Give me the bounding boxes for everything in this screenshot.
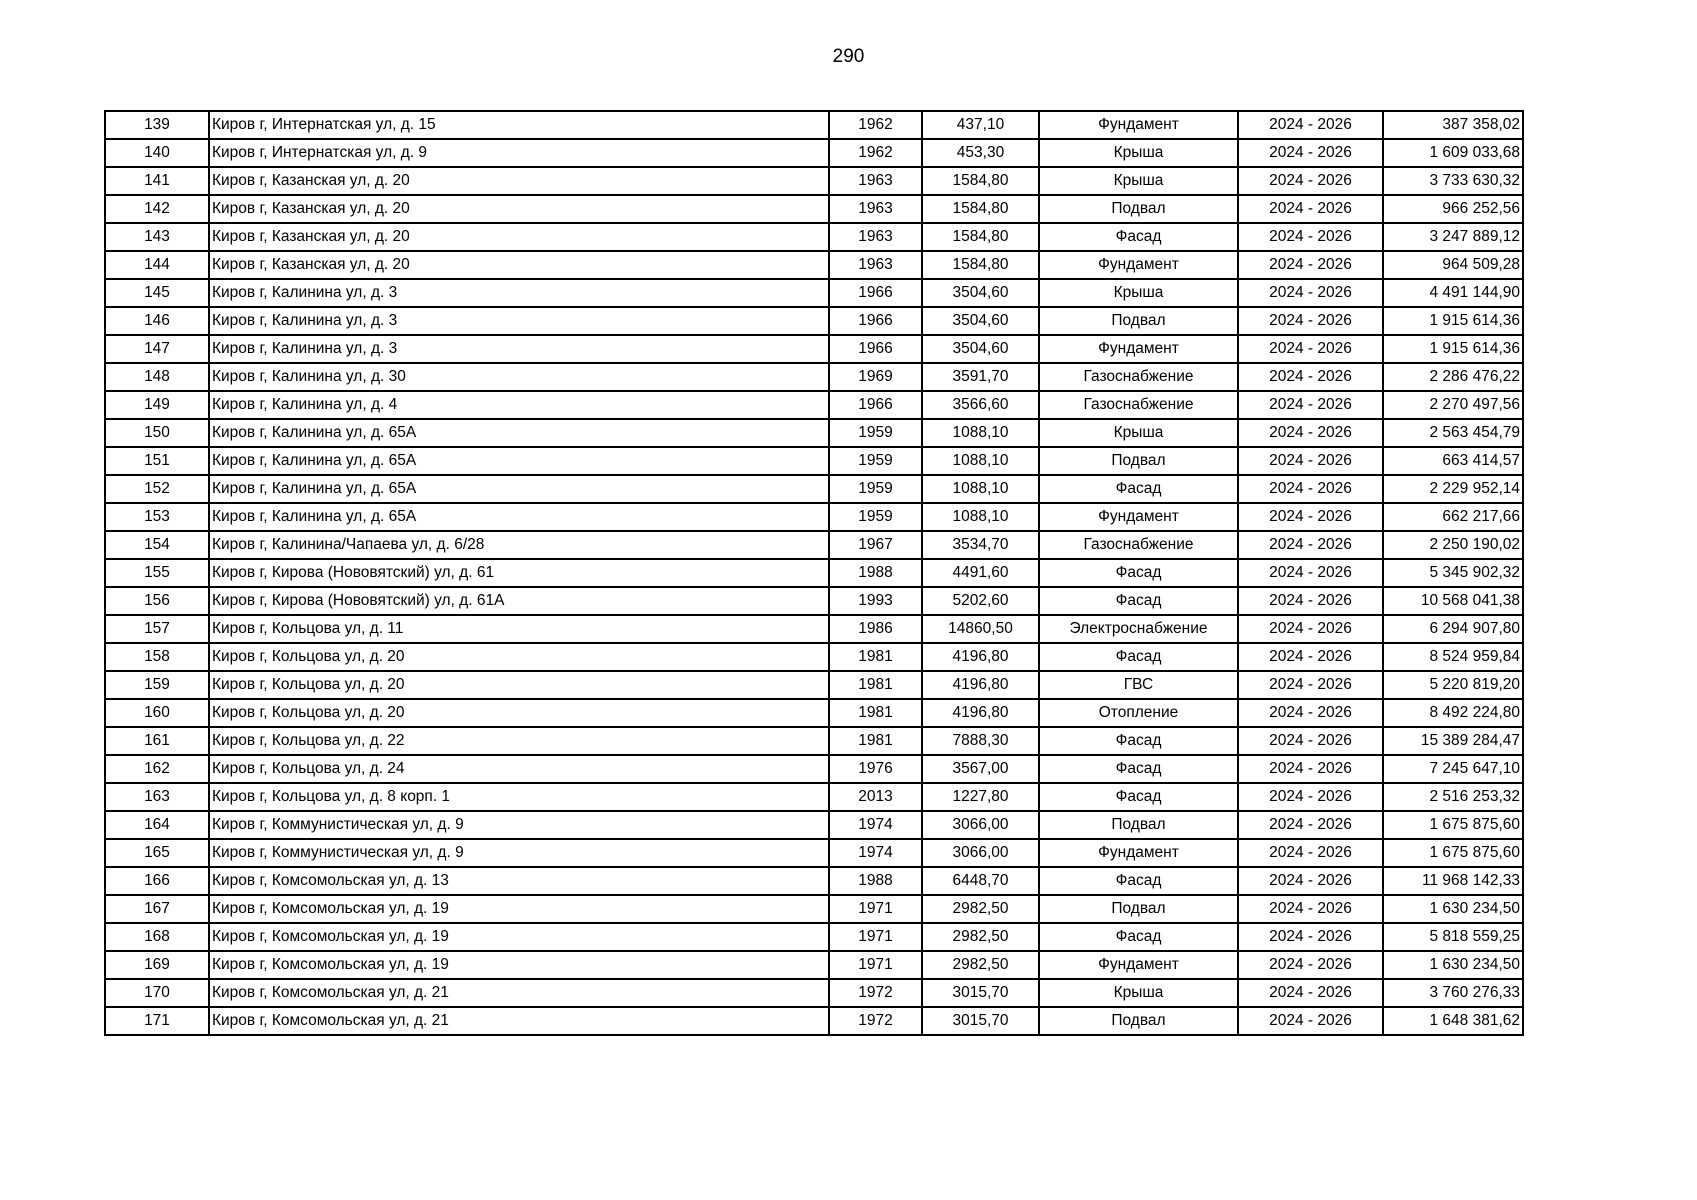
year-built-cell: 1981	[829, 671, 922, 699]
area-cell: 1584,80	[922, 167, 1039, 195]
work-type-cell: Отопление	[1039, 699, 1238, 727]
work-type-cell: Фасад	[1039, 923, 1238, 951]
area-cell: 3591,70	[922, 363, 1039, 391]
row-number-cell: 162	[105, 755, 209, 783]
row-number-cell: 164	[105, 811, 209, 839]
cost-cell: 15 389 284,47	[1383, 727, 1523, 755]
row-number-cell: 158	[105, 643, 209, 671]
area-cell: 3534,70	[922, 531, 1039, 559]
year-built-cell: 1962	[829, 139, 922, 167]
work-type-cell: Газоснабжение	[1039, 363, 1238, 391]
table-row	[105, 111, 1523, 139]
year-built-cell: 1971	[829, 923, 922, 951]
address-cell: Киров г, Кирова (Нововятский) ул, д. 61А	[209, 587, 829, 615]
year-built-cell: 1963	[829, 195, 922, 223]
work-type-cell: Подвал	[1039, 1007, 1238, 1035]
year-built-cell: 1967	[829, 531, 922, 559]
table-row	[105, 895, 1523, 923]
period-cell: 2024 - 2026	[1238, 783, 1383, 811]
row-number-cell: 166	[105, 867, 209, 895]
cost-cell: 2 229 952,14	[1383, 475, 1523, 503]
cost-cell: 2 250 190,02	[1383, 531, 1523, 559]
period-cell: 2024 - 2026	[1238, 475, 1383, 503]
row-number-cell: 152	[105, 475, 209, 503]
row-number-cell: 165	[105, 839, 209, 867]
period-cell: 2024 - 2026	[1238, 951, 1383, 979]
area-cell: 6448,70	[922, 867, 1039, 895]
cost-cell: 8 492 224,80	[1383, 699, 1523, 727]
work-type-cell: Фундамент	[1039, 111, 1238, 139]
table-row	[105, 1007, 1523, 1035]
area-cell: 14860,50	[922, 615, 1039, 643]
table-row	[105, 419, 1523, 447]
area-cell: 4196,80	[922, 671, 1039, 699]
work-type-cell: Фасад	[1039, 783, 1238, 811]
table-row	[105, 643, 1523, 671]
table-row	[105, 867, 1523, 895]
address-cell: Киров г, Кольцова ул, д. 24	[209, 755, 829, 783]
row-number-cell: 161	[105, 727, 209, 755]
period-cell: 2024 - 2026	[1238, 251, 1383, 279]
table-row	[105, 923, 1523, 951]
area-cell: 437,10	[922, 111, 1039, 139]
row-number-cell: 149	[105, 391, 209, 419]
address-cell: Киров г, Кольцова ул, д. 20	[209, 643, 829, 671]
area-cell: 4196,80	[922, 699, 1039, 727]
row-number-cell: 155	[105, 559, 209, 587]
year-built-cell: 1959	[829, 419, 922, 447]
table-row	[105, 839, 1523, 867]
address-cell: Киров г, Кольцова ул, д. 8 корп. 1	[209, 783, 829, 811]
year-built-cell: 1972	[829, 979, 922, 1007]
area-cell: 3567,00	[922, 755, 1039, 783]
cost-cell: 8 524 959,84	[1383, 643, 1523, 671]
page-number: 290	[832, 46, 865, 67]
cost-cell: 10 568 041,38	[1383, 587, 1523, 615]
table-row	[105, 447, 1523, 475]
period-cell: 2024 - 2026	[1238, 503, 1383, 531]
cost-cell: 2 516 253,32	[1383, 783, 1523, 811]
row-number-cell: 151	[105, 447, 209, 475]
cost-cell: 5 818 559,25	[1383, 923, 1523, 951]
cost-cell: 4 491 144,90	[1383, 279, 1523, 307]
period-cell: 2024 - 2026	[1238, 531, 1383, 559]
period-cell: 2024 - 2026	[1238, 559, 1383, 587]
address-cell: Киров г, Кольцова ул, д. 22	[209, 727, 829, 755]
capital-repair-table	[104, 110, 1524, 1036]
cost-cell: 1 675 875,60	[1383, 811, 1523, 839]
cost-cell: 387 358,02	[1383, 111, 1523, 139]
area-cell: 1088,10	[922, 475, 1039, 503]
table-row	[105, 167, 1523, 195]
table-body	[105, 111, 1523, 1035]
year-built-cell: 1981	[829, 699, 922, 727]
table-row	[105, 363, 1523, 391]
address-cell: Киров г, Калинина ул, д. 4	[209, 391, 829, 419]
area-cell: 3504,60	[922, 279, 1039, 307]
row-number-cell: 148	[105, 363, 209, 391]
area-cell: 3504,60	[922, 335, 1039, 363]
row-number-cell: 163	[105, 783, 209, 811]
table-row	[105, 559, 1523, 587]
address-cell: Киров г, Кольцова ул, д. 20	[209, 699, 829, 727]
period-cell: 2024 - 2026	[1238, 167, 1383, 195]
table-row	[105, 587, 1523, 615]
cost-cell: 1 915 614,36	[1383, 307, 1523, 335]
work-type-cell: Фасад	[1039, 475, 1238, 503]
work-type-cell: ГВС	[1039, 671, 1238, 699]
year-built-cell: 1959	[829, 447, 922, 475]
year-built-cell: 1981	[829, 727, 922, 755]
area-cell: 3066,00	[922, 811, 1039, 839]
work-type-cell: Подвал	[1039, 447, 1238, 475]
year-built-cell: 1974	[829, 839, 922, 867]
row-number-cell: 147	[105, 335, 209, 363]
cost-cell: 3 760 276,33	[1383, 979, 1523, 1007]
table-row	[105, 531, 1523, 559]
cost-cell: 966 252,56	[1383, 195, 1523, 223]
period-cell: 2024 - 2026	[1238, 811, 1383, 839]
year-built-cell: 1986	[829, 615, 922, 643]
area-cell: 1584,80	[922, 251, 1039, 279]
period-cell: 2024 - 2026	[1238, 615, 1383, 643]
period-cell: 2024 - 2026	[1238, 447, 1383, 475]
cost-cell: 662 217,66	[1383, 503, 1523, 531]
address-cell: Киров г, Интернатская ул, д. 9	[209, 139, 829, 167]
work-type-cell: Фундамент	[1039, 951, 1238, 979]
period-cell: 2024 - 2026	[1238, 363, 1383, 391]
area-cell: 3504,60	[922, 307, 1039, 335]
period-cell: 2024 - 2026	[1238, 279, 1383, 307]
year-built-cell: 1966	[829, 391, 922, 419]
period-cell: 2024 - 2026	[1238, 699, 1383, 727]
table-row	[105, 251, 1523, 279]
cost-cell: 5 345 902,32	[1383, 559, 1523, 587]
year-built-cell: 1969	[829, 363, 922, 391]
row-number-cell: 145	[105, 279, 209, 307]
area-cell: 7888,30	[922, 727, 1039, 755]
work-type-cell: Подвал	[1039, 307, 1238, 335]
cost-cell: 964 509,28	[1383, 251, 1523, 279]
period-cell: 2024 - 2026	[1238, 587, 1383, 615]
row-number-cell: 141	[105, 167, 209, 195]
address-cell: Киров г, Калинина ул, д. 30	[209, 363, 829, 391]
table-row	[105, 139, 1523, 167]
work-type-cell: Фасад	[1039, 727, 1238, 755]
work-type-cell: Подвал	[1039, 895, 1238, 923]
table-row	[105, 727, 1523, 755]
row-number-cell: 139	[105, 111, 209, 139]
area-cell: 1088,10	[922, 447, 1039, 475]
row-number-cell: 157	[105, 615, 209, 643]
address-cell: Киров г, Казанская ул, д. 20	[209, 167, 829, 195]
work-type-cell: Подвал	[1039, 195, 1238, 223]
address-cell: Киров г, Казанская ул, д. 20	[209, 223, 829, 251]
row-number-cell: 156	[105, 587, 209, 615]
row-number-cell: 150	[105, 419, 209, 447]
address-cell: Киров г, Коммунистическая ул, д. 9	[209, 839, 829, 867]
address-cell: Киров г, Комсомольская ул, д. 21	[209, 979, 829, 1007]
table-row	[105, 503, 1523, 531]
year-built-cell: 1962	[829, 111, 922, 139]
cost-cell: 1 915 614,36	[1383, 335, 1523, 363]
period-cell: 2024 - 2026	[1238, 139, 1383, 167]
work-type-cell: Фасад	[1039, 223, 1238, 251]
cost-cell: 6 294 907,80	[1383, 615, 1523, 643]
table-row	[105, 223, 1523, 251]
cost-cell: 7 245 647,10	[1383, 755, 1523, 783]
year-built-cell: 1981	[829, 643, 922, 671]
year-built-cell: 1963	[829, 167, 922, 195]
table-row	[105, 391, 1523, 419]
year-built-cell: 1988	[829, 559, 922, 587]
table-row	[105, 755, 1523, 783]
period-cell: 2024 - 2026	[1238, 895, 1383, 923]
cost-cell: 1 609 033,68	[1383, 139, 1523, 167]
area-cell: 1088,10	[922, 419, 1039, 447]
year-built-cell: 1993	[829, 587, 922, 615]
row-number-cell: 169	[105, 951, 209, 979]
year-built-cell: 1974	[829, 811, 922, 839]
address-cell: Киров г, Кольцова ул, д. 11	[209, 615, 829, 643]
period-cell: 2024 - 2026	[1238, 867, 1383, 895]
cost-cell: 11 968 142,33	[1383, 867, 1523, 895]
work-type-cell: Крыша	[1039, 419, 1238, 447]
year-built-cell: 1966	[829, 279, 922, 307]
row-number-cell: 170	[105, 979, 209, 1007]
year-built-cell: 1959	[829, 475, 922, 503]
period-cell: 2024 - 2026	[1238, 671, 1383, 699]
row-number-cell: 144	[105, 251, 209, 279]
address-cell: Киров г, Калинина ул, д. 3	[209, 307, 829, 335]
period-cell: 2024 - 2026	[1238, 839, 1383, 867]
address-cell: Киров г, Калинина ул, д. 65А	[209, 447, 829, 475]
period-cell: 2024 - 2026	[1238, 223, 1383, 251]
period-cell: 2024 - 2026	[1238, 419, 1383, 447]
year-built-cell: 1976	[829, 755, 922, 783]
row-number-cell: 153	[105, 503, 209, 531]
address-cell: Киров г, Калинина ул, д. 3	[209, 279, 829, 307]
area-cell: 1584,80	[922, 195, 1039, 223]
row-number-cell: 140	[105, 139, 209, 167]
cost-cell: 3 733 630,32	[1383, 167, 1523, 195]
work-type-cell: Фасад	[1039, 587, 1238, 615]
area-cell: 3015,70	[922, 1007, 1039, 1035]
address-cell: Киров г, Комсомольская ул, д. 21	[209, 1007, 829, 1035]
address-cell: Киров г, Казанская ул, д. 20	[209, 195, 829, 223]
row-number-cell: 171	[105, 1007, 209, 1035]
work-type-cell: Крыша	[1039, 139, 1238, 167]
period-cell: 2024 - 2026	[1238, 111, 1383, 139]
row-number-cell: 143	[105, 223, 209, 251]
cost-cell: 1 675 875,60	[1383, 839, 1523, 867]
period-cell: 2024 - 2026	[1238, 307, 1383, 335]
period-cell: 2024 - 2026	[1238, 755, 1383, 783]
year-built-cell: 1966	[829, 307, 922, 335]
row-number-cell: 142	[105, 195, 209, 223]
work-type-cell: Электроснабжение	[1039, 615, 1238, 643]
table-row	[105, 475, 1523, 503]
address-cell: Киров г, Калинина/Чапаева ул, д. 6/28	[209, 531, 829, 559]
address-cell: Киров г, Кирова (Нововятский) ул, д. 61	[209, 559, 829, 587]
table-row	[105, 279, 1523, 307]
address-cell: Киров г, Комсомольская ул, д. 19	[209, 895, 829, 923]
row-number-cell: 168	[105, 923, 209, 951]
table-row	[105, 811, 1523, 839]
year-built-cell: 1966	[829, 335, 922, 363]
row-number-cell: 167	[105, 895, 209, 923]
period-cell: 2024 - 2026	[1238, 391, 1383, 419]
work-type-cell: Фундамент	[1039, 839, 1238, 867]
work-type-cell: Фасад	[1039, 559, 1238, 587]
year-built-cell: 1971	[829, 951, 922, 979]
cost-cell: 663 414,57	[1383, 447, 1523, 475]
area-cell: 2982,50	[922, 895, 1039, 923]
period-cell: 2024 - 2026	[1238, 979, 1383, 1007]
address-cell: Киров г, Коммунистическая ул, д. 9	[209, 811, 829, 839]
address-cell: Киров г, Казанская ул, д. 20	[209, 251, 829, 279]
area-cell: 1584,80	[922, 223, 1039, 251]
cost-cell: 5 220 819,20	[1383, 671, 1523, 699]
period-cell: 2024 - 2026	[1238, 195, 1383, 223]
period-cell: 2024 - 2026	[1238, 727, 1383, 755]
address-cell: Киров г, Калинина ул, д. 65А	[209, 503, 829, 531]
work-type-cell: Газоснабжение	[1039, 391, 1238, 419]
year-built-cell: 1972	[829, 1007, 922, 1035]
address-cell: Киров г, Калинина ул, д. 3	[209, 335, 829, 363]
address-cell: Киров г, Интернатская ул, д. 15	[209, 111, 829, 139]
work-type-cell: Крыша	[1039, 979, 1238, 1007]
cost-cell: 3 247 889,12	[1383, 223, 1523, 251]
cost-cell: 2 286 476,22	[1383, 363, 1523, 391]
table-row	[105, 671, 1523, 699]
year-built-cell: 1963	[829, 223, 922, 251]
area-cell: 1088,10	[922, 503, 1039, 531]
period-cell: 2024 - 2026	[1238, 643, 1383, 671]
area-cell: 3566,60	[922, 391, 1039, 419]
area-cell: 2982,50	[922, 923, 1039, 951]
work-type-cell: Крыша	[1039, 167, 1238, 195]
table-row	[105, 783, 1523, 811]
cost-cell: 1 648 381,62	[1383, 1007, 1523, 1035]
area-cell: 4491,60	[922, 559, 1039, 587]
year-built-cell: 1988	[829, 867, 922, 895]
cost-cell: 1 630 234,50	[1383, 951, 1523, 979]
address-cell: Киров г, Калинина ул, д. 65А	[209, 475, 829, 503]
period-cell: 2024 - 2026	[1238, 335, 1383, 363]
year-built-cell: 2013	[829, 783, 922, 811]
area-cell: 5202,60	[922, 587, 1039, 615]
table-row	[105, 979, 1523, 1007]
year-built-cell: 1959	[829, 503, 922, 531]
work-type-cell: Подвал	[1039, 811, 1238, 839]
work-type-cell: Фасад	[1039, 867, 1238, 895]
table-row	[105, 307, 1523, 335]
cost-cell: 2 563 454,79	[1383, 419, 1523, 447]
row-number-cell: 159	[105, 671, 209, 699]
work-type-cell: Фундамент	[1039, 503, 1238, 531]
address-cell: Киров г, Комсомольская ул, д. 19	[209, 923, 829, 951]
year-built-cell: 1971	[829, 895, 922, 923]
table-row	[105, 699, 1523, 727]
area-cell: 4196,80	[922, 643, 1039, 671]
table-row	[105, 951, 1523, 979]
period-cell: 2024 - 2026	[1238, 1007, 1383, 1035]
address-cell: Киров г, Кольцова ул, д. 20	[209, 671, 829, 699]
area-cell: 1227,80	[922, 783, 1039, 811]
area-cell: 2982,50	[922, 951, 1039, 979]
row-number-cell: 154	[105, 531, 209, 559]
area-cell: 453,30	[922, 139, 1039, 167]
period-cell: 2024 - 2026	[1238, 923, 1383, 951]
work-type-cell: Фасад	[1039, 755, 1238, 783]
table-row	[105, 195, 1523, 223]
table-row	[105, 615, 1523, 643]
address-cell: Киров г, Комсомольская ул, д. 13	[209, 867, 829, 895]
work-type-cell: Крыша	[1039, 279, 1238, 307]
work-type-cell: Фундамент	[1039, 335, 1238, 363]
row-number-cell: 160	[105, 699, 209, 727]
cost-cell: 2 270 497,56	[1383, 391, 1523, 419]
table-row	[105, 335, 1523, 363]
address-cell: Киров г, Комсомольская ул, д. 19	[209, 951, 829, 979]
area-cell: 3015,70	[922, 979, 1039, 1007]
area-cell: 3066,00	[922, 839, 1039, 867]
work-type-cell: Фасад	[1039, 643, 1238, 671]
work-type-cell: Газоснабжение	[1039, 531, 1238, 559]
address-cell: Киров г, Калинина ул, д. 65А	[209, 419, 829, 447]
work-type-cell: Фундамент	[1039, 251, 1238, 279]
year-built-cell: 1963	[829, 251, 922, 279]
cost-cell: 1 630 234,50	[1383, 895, 1523, 923]
row-number-cell: 146	[105, 307, 209, 335]
